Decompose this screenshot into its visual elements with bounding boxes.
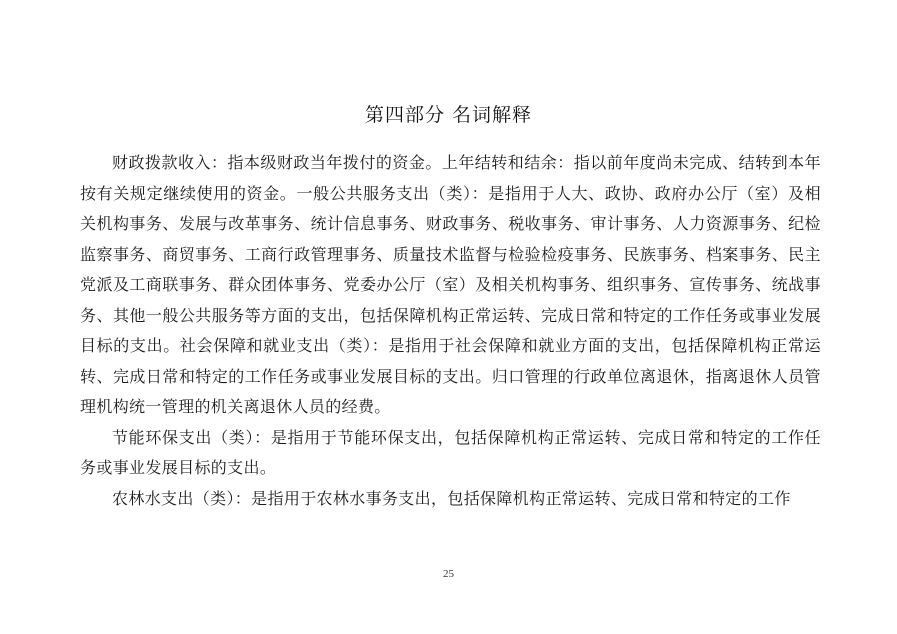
paragraph-energy-environment: 节能环保支出（类）：是指用于节能环保支出，包括保障机构正常运转、完成日常和特定的工作任务或事业发展目标的支出。 — [80, 427, 821, 477]
paragraph-general-definitions: 财政拨款收入：指本级财政当年拨付的资金。上年结转和结余：指以前年度尚未完成、结转到本年按有关规定继续使用的资金。一般公共服务支出（类）：是指用于人大、政协、政府办公厅（室）及相关机构事务、发展与改革事务、统计信息事务、财政事务、税收事务、审计事务、人力资源事务、纪检监察事务、商贸事务、工商行政管理事务、质量技术监督与检验检疫事务、民族事务、档案事务、民主党派及工商联事务、群众团体事务、党委办公厅（室）及相关机构事务、组织事务、宣传事务、统战事务、其他一般公共服务等方面的支出，包括保障机构正常运转、完成日常和特定的工作任务或事业发展目标的支出。社会保障和就业支出（类）：是指用于社会保障和就业方面的支出，包括保障机构正常运转、完成日常和特定的工作任务或事业发展目标的支出。归口管理的行政单位离退休，指离退休人员管理机构统一管理的机关离退休人员的经费。 — [80, 153, 821, 416]
paragraph-agriculture: 农林水支出（类）：是指用于农林水事务支出，包括保障机构正常运转、完成日常和特定的工作 — [112, 488, 791, 508]
section-title: 第四部分 名词解释 — [364, 104, 533, 126]
body-text — [80, 148, 821, 514]
page-number: 25 — [443, 568, 454, 580]
